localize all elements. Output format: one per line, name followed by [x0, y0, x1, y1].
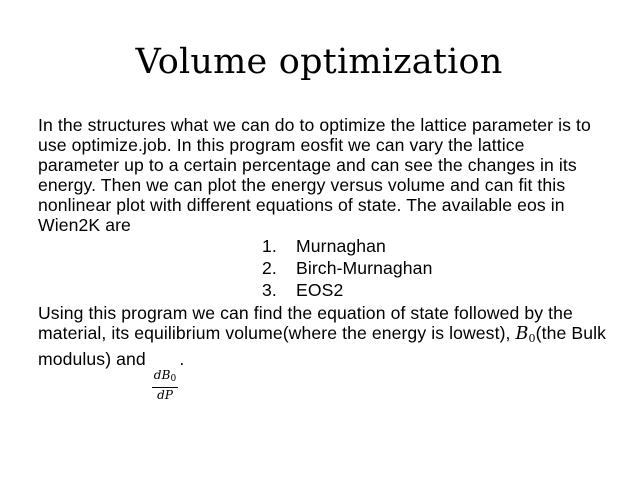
- list-item-number: 1.: [262, 236, 277, 256]
- fraction-numerator: [152, 368, 179, 388]
- b0-subscript: 0: [528, 332, 536, 345]
- list-item: [262, 279, 608, 301]
- list-item-number: 3.: [262, 280, 277, 300]
- derivative-fraction: [152, 368, 179, 403]
- numerator-text: dB: [153, 368, 171, 382]
- conclusion-text-start: Using this program we can find the equation of state followed by the material, its equilibrium volume(where the energy is lowest),: [38, 303, 573, 343]
- eos-list: [38, 235, 608, 301]
- list-item-label: Birch-Murnaghan: [296, 258, 433, 278]
- list-item-label: EOS2: [296, 280, 344, 300]
- slide-body: [38, 115, 608, 403]
- list-item-number: 2.: [262, 258, 277, 278]
- conclusion-text-end: .: [179, 349, 185, 369]
- b0-letter: B: [515, 324, 529, 344]
- list-item: [262, 235, 608, 257]
- fraction-denominator: dP: [157, 388, 174, 402]
- list-item-label: Murnaghan: [296, 236, 386, 256]
- conclusion-paragraph: [38, 303, 608, 403]
- conclusion-text-mid: (the Bulk modulus) and: [38, 323, 606, 369]
- bulk-modulus-symbol: [516, 324, 536, 344]
- list-item: [262, 257, 608, 279]
- intro-paragraph: In the structures what we can do to optimize the lattice parameter is to use optimize.job. In this program eosfit we can vary the lattice parameter up to a certain percentage and can see the changes in its energy. Then we can plot the energy versus volume and can fit this nonlinear plot with different equations of state. The available eos in Wien2K are: [38, 115, 591, 235]
- numerator-subscript: 0: [170, 374, 177, 384]
- slide-title: Volume optimization: [135, 42, 503, 82]
